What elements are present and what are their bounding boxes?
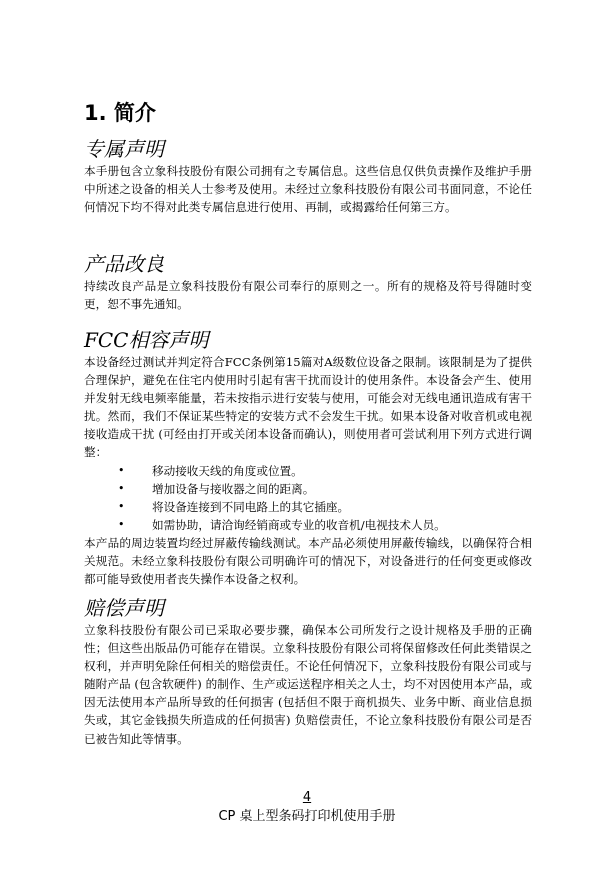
list-item: • 增加设备与接收器之间的距离。: [84, 480, 532, 498]
manual-title: CP 桌上型条码打印机使用手册: [218, 809, 396, 824]
section-body-fcc: 本设备经过测试并判定符合FCC条例第15篇对A级数位设备之限制。该限制是为了提供合理保护，避免在住宅内使用时引起有害干扰而设计的使用条件。本设备会产生、使用并发射无线电频率能量，若未按指示进行安装与使用，可能会对无线电通讯造成有害干扰。然而，我们不保证某些特定的安装方式不会发生干扰。如果本设备对收音机或电视接收造成干扰 (可经由打开或关闭本设备而确认)，则使用者可尝试利用下列方式进行调整：: [84, 355, 532, 460]
section-proprietary-notice: [84, 136, 532, 216]
section-body-proprietary: 本手册包含立象科技股份有限公司拥有之专属信息。这些信息仅供负责操作及维护手册中所述之设备的相关人士参考及使用。未经过立象科技股份有限公司书面同意，不论任何情况下均不得对此类专属信息进行使用、再制，或揭露给任何第三方。: [84, 164, 532, 215]
list-item: • 移动接收天线的角度或位置。: [84, 462, 532, 480]
section-heading-liability: 赔偿声明: [84, 596, 164, 620]
section-product-improvement: [84, 251, 532, 313]
section-liability-notice: [84, 595, 532, 748]
bullet-icon: •: [118, 463, 125, 477]
page-number: 4: [302, 790, 312, 805]
section-after-fcc: 本产品的周边装置均经过屏蔽传输线测试。本产品必须使用屏蔽传输线，以确保符合相关规范。未经立象科技股份有限公司明确许可的情况下，对设备进行的任何变更或修改都可能导致使用者丧失操作本设备之权利。: [84, 535, 532, 587]
list-item: • 如需协助，请洽询经销商或专业的收音机/电视技术人员。: [84, 516, 532, 534]
section-heading-fcc: FCC相容声明: [84, 328, 209, 352]
list-item: • 将设备连接到不同电路上的其它插座。: [84, 498, 532, 516]
fcc-bullet-list: [84, 462, 532, 534]
section-body-liability: 立象科技股份有限公司已采取必要步骤，确保本公司所发行之设计规格及手册的正确性；但这些出版品仍可能存在错误。立象科技股份有限公司将保留修改任何此类错误之权利，并声明免除任何相关的赔偿责任。不论任何情况下，立象科技股份有限公司或与随附产品 (包含软硬件) 的制作、生产或运送程序相关之人士，均不对因使用本产品，或因无法使用本产品所导致的任何损害 (包括但不限于商机损失、业务中断、商业信息损失或，其它金钱损失所造成的任何损害) 负赔偿责任，不论立象科技股份有限公司是否已被告知此等情事。: [84, 623, 532, 746]
chapter-title: 1. 简介: [84, 101, 156, 125]
bullet-icon: •: [118, 481, 125, 495]
bullet-icon: •: [118, 499, 125, 513]
section-heading-improvement: 产品改良: [84, 252, 164, 276]
section-heading-proprietary: 专属声明: [84, 137, 164, 161]
section-fcc-compliance: [84, 327, 532, 588]
bullet-icon: •: [118, 517, 125, 531]
section-body-improvement: 持续改良产品是立象科技股份有限公司奉行的原则之一。所有的规格及符号得随时变更，恕不事先通知。: [84, 279, 532, 312]
